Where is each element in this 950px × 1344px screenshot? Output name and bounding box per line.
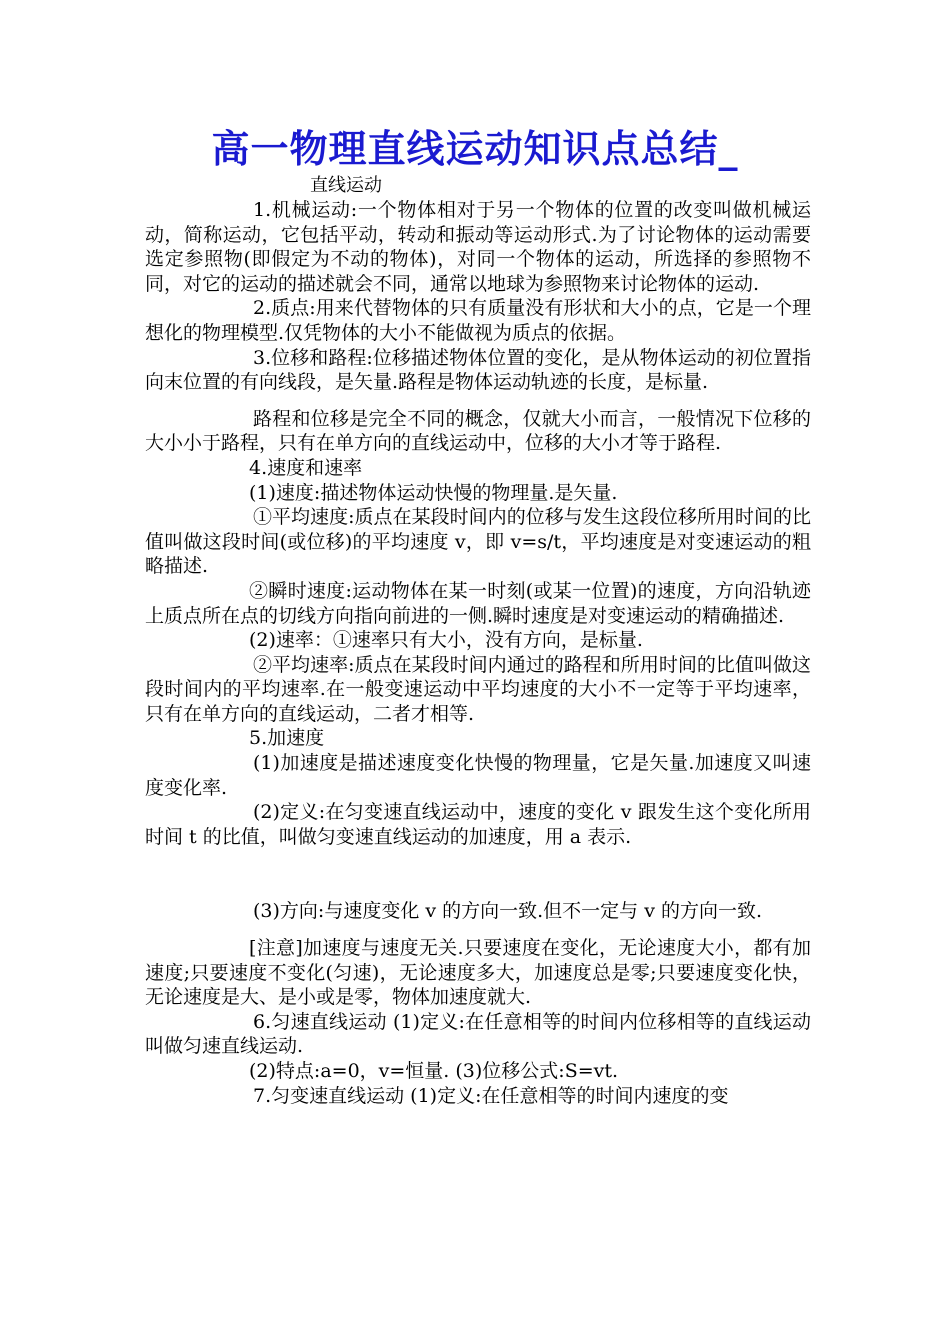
paragraph: 5.加速度 bbox=[249, 727, 325, 750]
paragraph: 7.匀变速直线运动 (1)定义:在任意相等的时间内速度的变 bbox=[253, 1084, 729, 1107]
paragraph: (1)加速度是描述速度变化快慢的物理量，它是矢量.加速度又叫速度变化率. bbox=[145, 752, 811, 799]
paragraph: 4.速度和速率 bbox=[249, 456, 363, 479]
paragraph: ①平均速度:质点在某段时间内的位移与发生这段位移所用时间的比值叫做这段时间(或位移)的平均速度 v，即 v=s/t，平均速度是对变速运动的粗略描述. bbox=[145, 506, 811, 578]
paragraph: ②平均速率:质点在某段时间内通过的路程和所用时间的比值叫做这段时间内的平均速率.在一般变速运动中平均速度的大小不一定等于平均速率，只有在单方向的直线运动，二者才相等. bbox=[145, 653, 811, 725]
paragraph: 6.匀速直线运动 (1)定义:在任意相等的时间内位移相等的直线运动叫做匀速直线运动. bbox=[145, 1010, 811, 1058]
document-title: 高一物理直线运动知识点总结_ bbox=[211, 127, 739, 171]
paragraph: 路程和位移是完全不同的概念，仅就大小而言，一般情况下位移的大小小于路程，只有在单方向的直线运动中，位移的大小才等于路程. bbox=[145, 407, 811, 455]
paragraph: 3.位移和路程:位移描述物体位置的变化，是从物体运动的初位置指向末位置的有向线段，是矢量.路程是物体运动轨迹的长度，是标量. bbox=[145, 346, 811, 394]
paragraph: (2)定义:在匀变速直线运动中，速度的变化 v 跟发生这个变化所用时间 t 的比值，叫做匀变速直线运动的加速度，用 a 表示. bbox=[145, 801, 811, 848]
section-heading: 直线运动 bbox=[310, 175, 382, 196]
paragraph: 2.质点:用来代替物体的只有质量没有形状和大小的点，它是一个理想化的物理模型.仅凭物体的大小不能做视为质点的依据。 bbox=[145, 297, 811, 344]
paragraph: 1.机械运动:一个物体相对于另一个物体的位置的改变叫做机械运动，简称运动，它包括平动，转动和振动等运动形式.为了讨论物体的运动需要选定参照物(即假定为不动的物体)，对同一个物体的运动，所选择的参照物不同，对它的运动的描述就会不同，通常以地球为参照物来讨论物体的运动. bbox=[145, 199, 811, 295]
paragraph: ②瞬时速度:运动物体在某一时刻(或某一位置)的速度，方向沿轨迹上质点所在点的切线方向指向前进的一侧.瞬时速度是对变速运动的精确描述. bbox=[145, 579, 811, 627]
paragraph: (1)速度:描述物体运动快慢的物理量.是矢量. bbox=[249, 481, 618, 504]
paragraph: (3)方向:与速度变化 v 的方向一致.但不一定与 v 的方向一致. bbox=[253, 900, 763, 923]
paragraph: (2)特点:a=0，v=恒量. (3)位移公式:S=vt. bbox=[249, 1060, 619, 1082]
document-body bbox=[145, 198, 811, 1108]
paragraph: [注意]加速度与速度无关.只要速度在变化，无论速度大小，都有加速度;只要速度不变化(匀速)，无论速度多大，加速度总是零;只要速度变化快，无论速度是大、是小或是零，物体加速度就大. bbox=[145, 937, 811, 1009]
paragraph: (2)速率：①速率只有大小，没有方向，是标量. bbox=[249, 629, 643, 652]
